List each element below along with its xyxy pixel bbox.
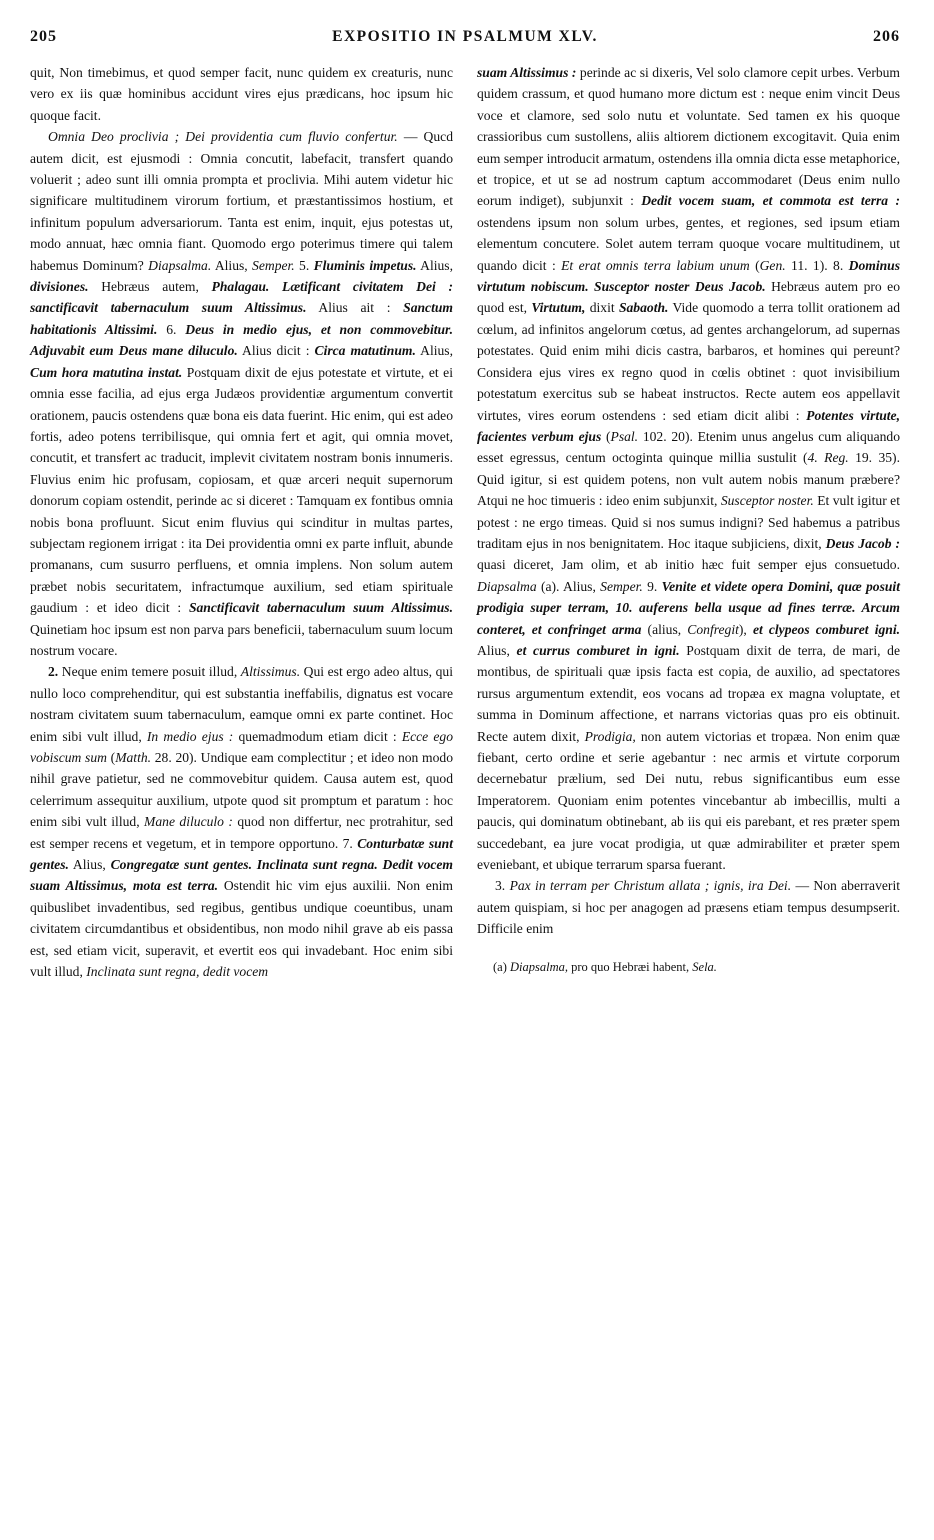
scripture-quote: Deus Jacob :: [825, 535, 900, 551]
running-header: [30, 28, 900, 54]
italic-run: Diapsalma,: [510, 959, 568, 974]
text-run: 5.: [294, 257, 314, 273]
scripture-quote: Circa matutinum.: [314, 343, 416, 359]
scripture-quote: Deus in medio ejus, et non commovebitur. Adjuvabit eum Deus mane diluculo.: [30, 321, 453, 359]
text-columns: [30, 62, 900, 982]
italic-run: Inclinata sunt regna, dedit vocem: [86, 964, 269, 980]
text-run: dixit: [585, 300, 619, 316]
italic-run: In medio ejus :: [146, 728, 234, 744]
italic-run: Et erat omnis terra labium unum: [561, 257, 750, 273]
italic-run: Matth.: [115, 750, 152, 765]
text-run: Alius ait :: [306, 300, 404, 316]
text-run: quod non differtur, nec protrahitur, sed est semper recens et vegetum, et in tempore opportuno. 7.: [30, 814, 453, 851]
text-run: (a). Alius,: [536, 578, 601, 594]
text-run: Hebræus autem,: [88, 279, 212, 295]
scripture-quote: Sanctificavit tabernaculum suum Altissimus.: [188, 600, 453, 616]
italic-run: Semper.: [600, 578, 643, 594]
text-run: — Non aberraverit autem quispiam, si hoc per anagogen ad præsens etiam tempus desumpserit. Difficile enim: [477, 878, 900, 937]
scripture-quote: suam Altissimus :: [477, 65, 577, 80]
text-run: 28. 20). Undique eam complectitur ; et ideo non modo nihil grave patietur, sed ne commovebitur quidem. Causa autem est, quod celerrimum assequitur auxilium, utpote quod sit promptum et paratum : hoc enim sibi vult illud,: [30, 750, 454, 830]
text-run: Neque enim temere posuit illud,: [58, 664, 241, 680]
text-run: Vide quomodo a terra tollit orationem ad cœlum, ad infinitos angelorum cœtus, ad gentes archangelorum, ad supernas potestates. Quid enim mihi dicis castra, barbaros, et homines qui pereunt? Considera ejus vires ex regno quod in cœlis obtinet : quot invisibilium potestatum exercitus sub se habeat instructos. Recte autem eos appellavit virtutes, vires eorum ostendens : sed etiam dicit alibi :: [477, 300, 900, 423]
italic-run: Confregit: [687, 621, 739, 637]
italic-run: Diapsalma.: [148, 257, 212, 273]
text-run: quemadmodum etiam dicit :: [233, 728, 402, 744]
text-run: quasi diceret, Jam olim, et ab initio hæc fuit semper ejus consuetudo.: [477, 557, 900, 573]
section-number: 2.: [48, 664, 59, 680]
page-number-left: 205: [30, 28, 57, 45]
paragraph: [477, 62, 900, 875]
text-run: 102. 20). Etenim unus angelus cum aliquando esset egressus, centum octoginta quinque millia sustulit (: [477, 428, 900, 466]
paragraph: [30, 126, 453, 661]
left-column: [30, 62, 453, 982]
scripture-quote: Conturbatæ sunt gentes.: [30, 835, 454, 873]
scripture-quote: et currus comburet in igni.: [516, 642, 680, 658]
page-number-right: 206: [873, 28, 900, 45]
scripture-quote: Phalagau.: [211, 279, 270, 295]
text-run: Qui est ergo adeo altus, qui nullo loco comprehenditur, qui est substantia ineffabilis, dignatus est vocare nostram civitatem suum tabernaculum, eamque omni ex parte continet. Hoc enim sibi vult illud,: [30, 664, 453, 744]
scripture-quote: Sabaoth.: [618, 300, 669, 316]
text-run: (alius,: [641, 621, 688, 637]
text-run: pro quo Hebræi habent,: [568, 959, 693, 974]
text-run: non autem victorias et tropæa. Non enim quæ fiebant, certo ordine et serie agebantur : nec armis et virtute corporum decernebatur prælium, sed Dei nutu, rebus significantibus eum esse Imperatorem. Quoniam enim potentes vincebantur ab imbecillis, multi a paucis, qui dominatum obtinebant, ab iis qui eis parebant, et res præter spem succedebant, ea jure vocat prodigia, ut quæ admirabiliter et præter spem eveniebant, et ubique terrarum sparsa fuerant.: [477, 728, 900, 873]
text-run: Alius dicit :: [237, 343, 315, 359]
text-run: Alius,: [68, 857, 111, 873]
scripture-quote: Fluminis impetus.: [313, 257, 417, 273]
italic-run: Ecce ego vobiscum sum: [30, 728, 453, 765]
italic-run: Prodigia,: [584, 728, 636, 744]
italic-run: 4. Reg.: [807, 450, 849, 466]
scripture-quote: Venite et videte opera Domini, quæ posuit prodigia super terram, 10. auferens bella usque ad fines terræ. Arcum conteret, et confringet arma: [477, 578, 900, 637]
scripture-quote: Potentes virtute, facientes verbum ejus: [477, 407, 900, 444]
text-run: Postquam dixit de ejus potestate et virtute, et ei omnia esse facilia, ad ejus erga Judæos providentiæ argumentum convertit orationem, paucis ostendens quæ bona eis data fuerint. Hic enim, qui est adeo fortis, adeo potens terribilisque, qui omnia fert et agit, qui omnia movet, concutit, et transfert ac traducit, implevit civitatem nostram bonis innumeris. Fluvius enim hic profusam, copiosam, et quæ arceri nequit supernorum donorum copiam ostendit, perinde ac si diceret : Tamquam ex fontibus omnia nobis bona profluunt. Sicut enim fluvius qui scinditur in multas partes, subjectam regionem irrigat : ita Dei providentia omni ex parte influit, abunde promanans, cum susurro perfluens, et omnia implens. Non solum autem præbet nobis securitatem, infractumque auxilium, sed etiam spirituale gaudium : et ideo dicit :: [30, 364, 453, 616]
text-run: (: [106, 750, 116, 765]
text-run: Alius,: [416, 257, 453, 273]
italic-run: Diapsalma: [477, 578, 537, 594]
italic-run: Altissimus.: [240, 664, 301, 680]
text-run: [269, 279, 282, 294]
paragraph: [30, 661, 453, 982]
section-heading: Omnia Deo proclivia ; Dei providentia cum fluvio confertur.: [48, 129, 398, 145]
scripture-quote: et clypeos comburet igni.: [752, 621, 901, 637]
paragraph: [477, 875, 900, 939]
paragraph: [30, 62, 453, 126]
text-run: ),: [738, 621, 753, 637]
text-run: 11. 1). 8.: [785, 257, 849, 273]
section-number: 3.: [495, 878, 506, 894]
text-run: Alius,: [415, 343, 453, 359]
italic-run: Mane diluculo :: [144, 814, 233, 830]
text-run: Quinetiam hoc ipsum est non parva pars beneficii, tabernaculum suum locum nostrum vocare.: [30, 621, 453, 658]
scripture-quote: Congregatæ sunt gentes. Inclinata sunt regna. Dedit vocem suam Altissimus, mota est terra.: [30, 857, 454, 894]
text-run: perinde ac si dixeris, Vel solo clamore cepit urbes. Verbum quidem crassum, et quod humano more dictum est : neque enim vincit Deus voce et clamore, sed solo nutu et voluntate. Sed tamen ex his quoque crassioribus cum sustollens, aliis altiorem dictionem excogitavit. Quia enim eum semper introducit armatum, ostendens illa omnia dicta esse metaphorice, et tropice, et ut se ad nostrum captum accommodaret (Deus enim nullo eorum indiget), subjunxit :: [477, 65, 901, 209]
text-run: ostendens ipsum non solum urbes, gentes, et regiones, sed ipsum etiam elementum concutere. Solet autem terram quoque vocare multitudinem, ut quando dicit :: [477, 214, 900, 273]
section-heading: Pax in terram per Christum allata ; ignis, ira Dei.: [509, 878, 792, 894]
text-run: — Qucd autem dicit, est ejusmodi : Omnia concutit, labefacit, transfert quando voluerit ; adeo sunt illi omnia prompta et proclivia. Mihi autem videtur hic significare multitudinem virorum fortium, et præstantissimos hostium, et infinitum populum adversariorum. Tanta est enim, inquit, ejus potestas ut, modo annuat, hæc omnia fiant. Quomodo ergo poterimus timere qui talem habemus Dominum?: [30, 129, 453, 273]
scripture-quote: Dedit vocem suam, et commota est terra :: [641, 193, 900, 209]
italic-run: Susceptor noster.: [720, 493, 814, 509]
scripture-quote: Cum hora matutina instat.: [30, 364, 183, 380]
italic-run: Semper.: [252, 257, 295, 273]
text-run: quit, Non timebimus, et quod semper facit, nunc quidem ex creaturis, nunc vero ex iis quæ hominibus accidunt vires ejus prædicans, hoc ipsum hic quoque facit.: [30, 65, 453, 123]
italic-run: Sela.: [692, 959, 717, 974]
text-run: Ostendit hic vim ejus auxilii. Non enim quibuslibet invadentibus, sed regibus, gentibus undique coeuntibus, unam civitatem circumdantibus et obsidentibus, non modo nihil grave ab eis passa est, sed etiam vicit, superavit, et evertit eos qui invadebant. Hoc enim sibi vult illud,: [30, 878, 453, 980]
text-run: 9.: [642, 578, 662, 594]
footnote-mark: (a): [493, 959, 507, 974]
text-run: 6.: [157, 321, 186, 337]
running-title: EXPOSITIO IN PSALMUM XLV.: [332, 28, 598, 45]
scripture-quote: Lætificant civitatem Dei : sanctificavit tabernaculum suum Altissimus.: [30, 279, 453, 316]
text-run: Alius,: [477, 642, 517, 658]
right-column: [477, 62, 900, 982]
text-run: Postquam dixit de terra, de mari, de montibus, de spirituali quæ ipsis facta est copia, de auxilio, ad spectatores rursus argumentum extendit, eos vocans ad tropæa ex magna voluptate, et summa in Dominum affectione, et narrans victorias quas pro eis obtinuit. Recte autem dixit,: [477, 642, 901, 744]
scripture-quote: divisiones.: [30, 279, 89, 295]
footnote: [477, 958, 900, 976]
scripture-quote: Virtutum,: [531, 300, 586, 316]
italic-run: Psal.: [610, 428, 639, 444]
text-run: Et vult igitur et potest : ne ergo timeas. Quid si nos sumus indigni? Sed habemus a patribus traditam ejus in nos benignitatem. Hoc itaque subjiciens, dixit,: [477, 493, 900, 551]
text-run: (: [601, 428, 611, 444]
text-run: Alius,: [211, 257, 253, 273]
text-run: Hebræus autem pro eo quod est,: [477, 279, 900, 316]
text-run: 19. 35). Quid igitur, si est quidem potens, non vult autem nobis manum præbere? Atqui ne hoc timueris : ideo enim subjunxit,: [477, 450, 900, 509]
text-run: (: [749, 257, 760, 273]
scripture-quote: Sanctum habitationis Altissimi.: [30, 300, 454, 337]
italic-run: Gen.: [759, 257, 786, 273]
scripture-quote: Dominus virtutum nobiscum. Susceptor noster Deus Jacob.: [477, 257, 900, 295]
